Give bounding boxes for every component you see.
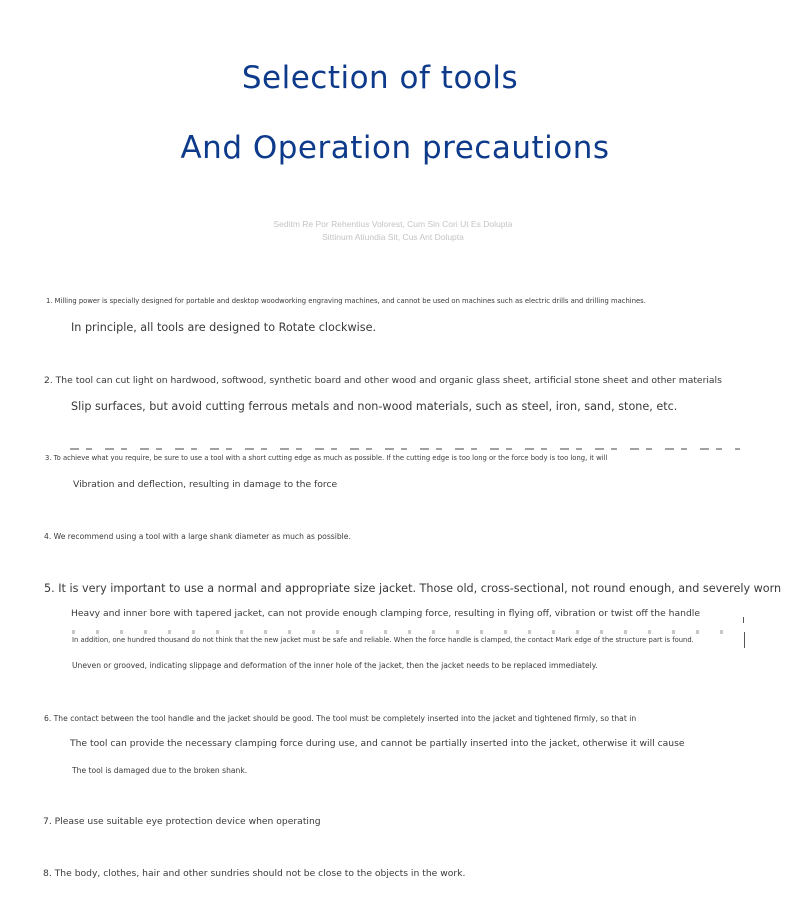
item-1-heading: 1. Milling power is specially designed for portable and desktop woodworking engraving machines, and cannot be used on machines such as electric drills and drilling machines. xyxy=(46,297,646,305)
clipped-text-line xyxy=(72,630,742,634)
item-3-line-1: Vibration and deflection, resulting in damage to the force xyxy=(73,479,338,490)
item-8-heading: 8. The body, clothes, hair and other sundries should not be close to the objects in the work. xyxy=(43,868,466,879)
item-1-line-1: In principle, all tools are designed to Rotate clockwise. xyxy=(71,321,377,334)
item-6-line-2: The tool is damaged due to the broken shank. xyxy=(72,766,248,775)
item-3-heading: 3. To achieve what you require, be sure to use a tool with a short cutting edge as much as possible. If the cutting edge is too long or the force body is too long, it will xyxy=(45,454,608,462)
placeholder-subtitle-line-1: Seditm Re Por Rehentius Volorest, Cum Sin Cori Ut Es Dolupta xyxy=(273,219,513,229)
stray-mark xyxy=(744,632,745,648)
stray-mark xyxy=(743,617,744,623)
page-subtitle-heading: And Operation precautions xyxy=(180,130,610,166)
item-5-line-1: Heavy and inner bore with tapered jacket, can not provide enough clamping force, resulting in flying off, vibration or twist off the handle xyxy=(71,608,700,619)
item-2-heading: 2. The tool can cut light on hardwood, softwood, synthetic board and other wood and organic glass sheet, artificial stone sheet and other materials xyxy=(44,375,722,386)
item-7-heading: 7. Please use suitable eye protection device when operating xyxy=(43,816,321,827)
placeholder-subtitle-line-2: Sittinum Atiundia Sit, Cus Ant Dolupta xyxy=(322,232,464,242)
item-6-line-1: The tool can provide the necessary clamping force during use, and cannot be partially inserted into the jacket, otherwise it will cause xyxy=(70,738,685,749)
page-title: Selection of tools xyxy=(241,60,519,96)
item-6-heading: 6. The contact between the tool handle and the jacket should be good. The tool must be completely inserted into the jacket and tightened firmly, so that in xyxy=(44,714,637,723)
item-5-heading: 5. It is very important to use a normal and appropriate size jacket. Those old, cross-sectional, not round enough, and severely worn xyxy=(44,582,782,595)
item-2-line-1: Slip surfaces, but avoid cutting ferrous metals and non-wood materials, such as steel, iron, sand, stone, etc. xyxy=(71,400,678,413)
item-5-line-3: Uneven or grooved, indicating slippage and deformation of the inner hole of the jacket, then the jacket needs to be replaced immediately. xyxy=(72,661,598,670)
clipped-text-line xyxy=(70,446,740,452)
item-4-heading: 4. We recommend using a tool with a large shank diameter as much as possible. xyxy=(44,532,351,541)
item-5-line-2: In addition, one hundred thousand do not think that the new jacket must be safe and reliable. When the force handle is clamped, the contact Mark edge of the structure part is found. xyxy=(72,636,694,644)
